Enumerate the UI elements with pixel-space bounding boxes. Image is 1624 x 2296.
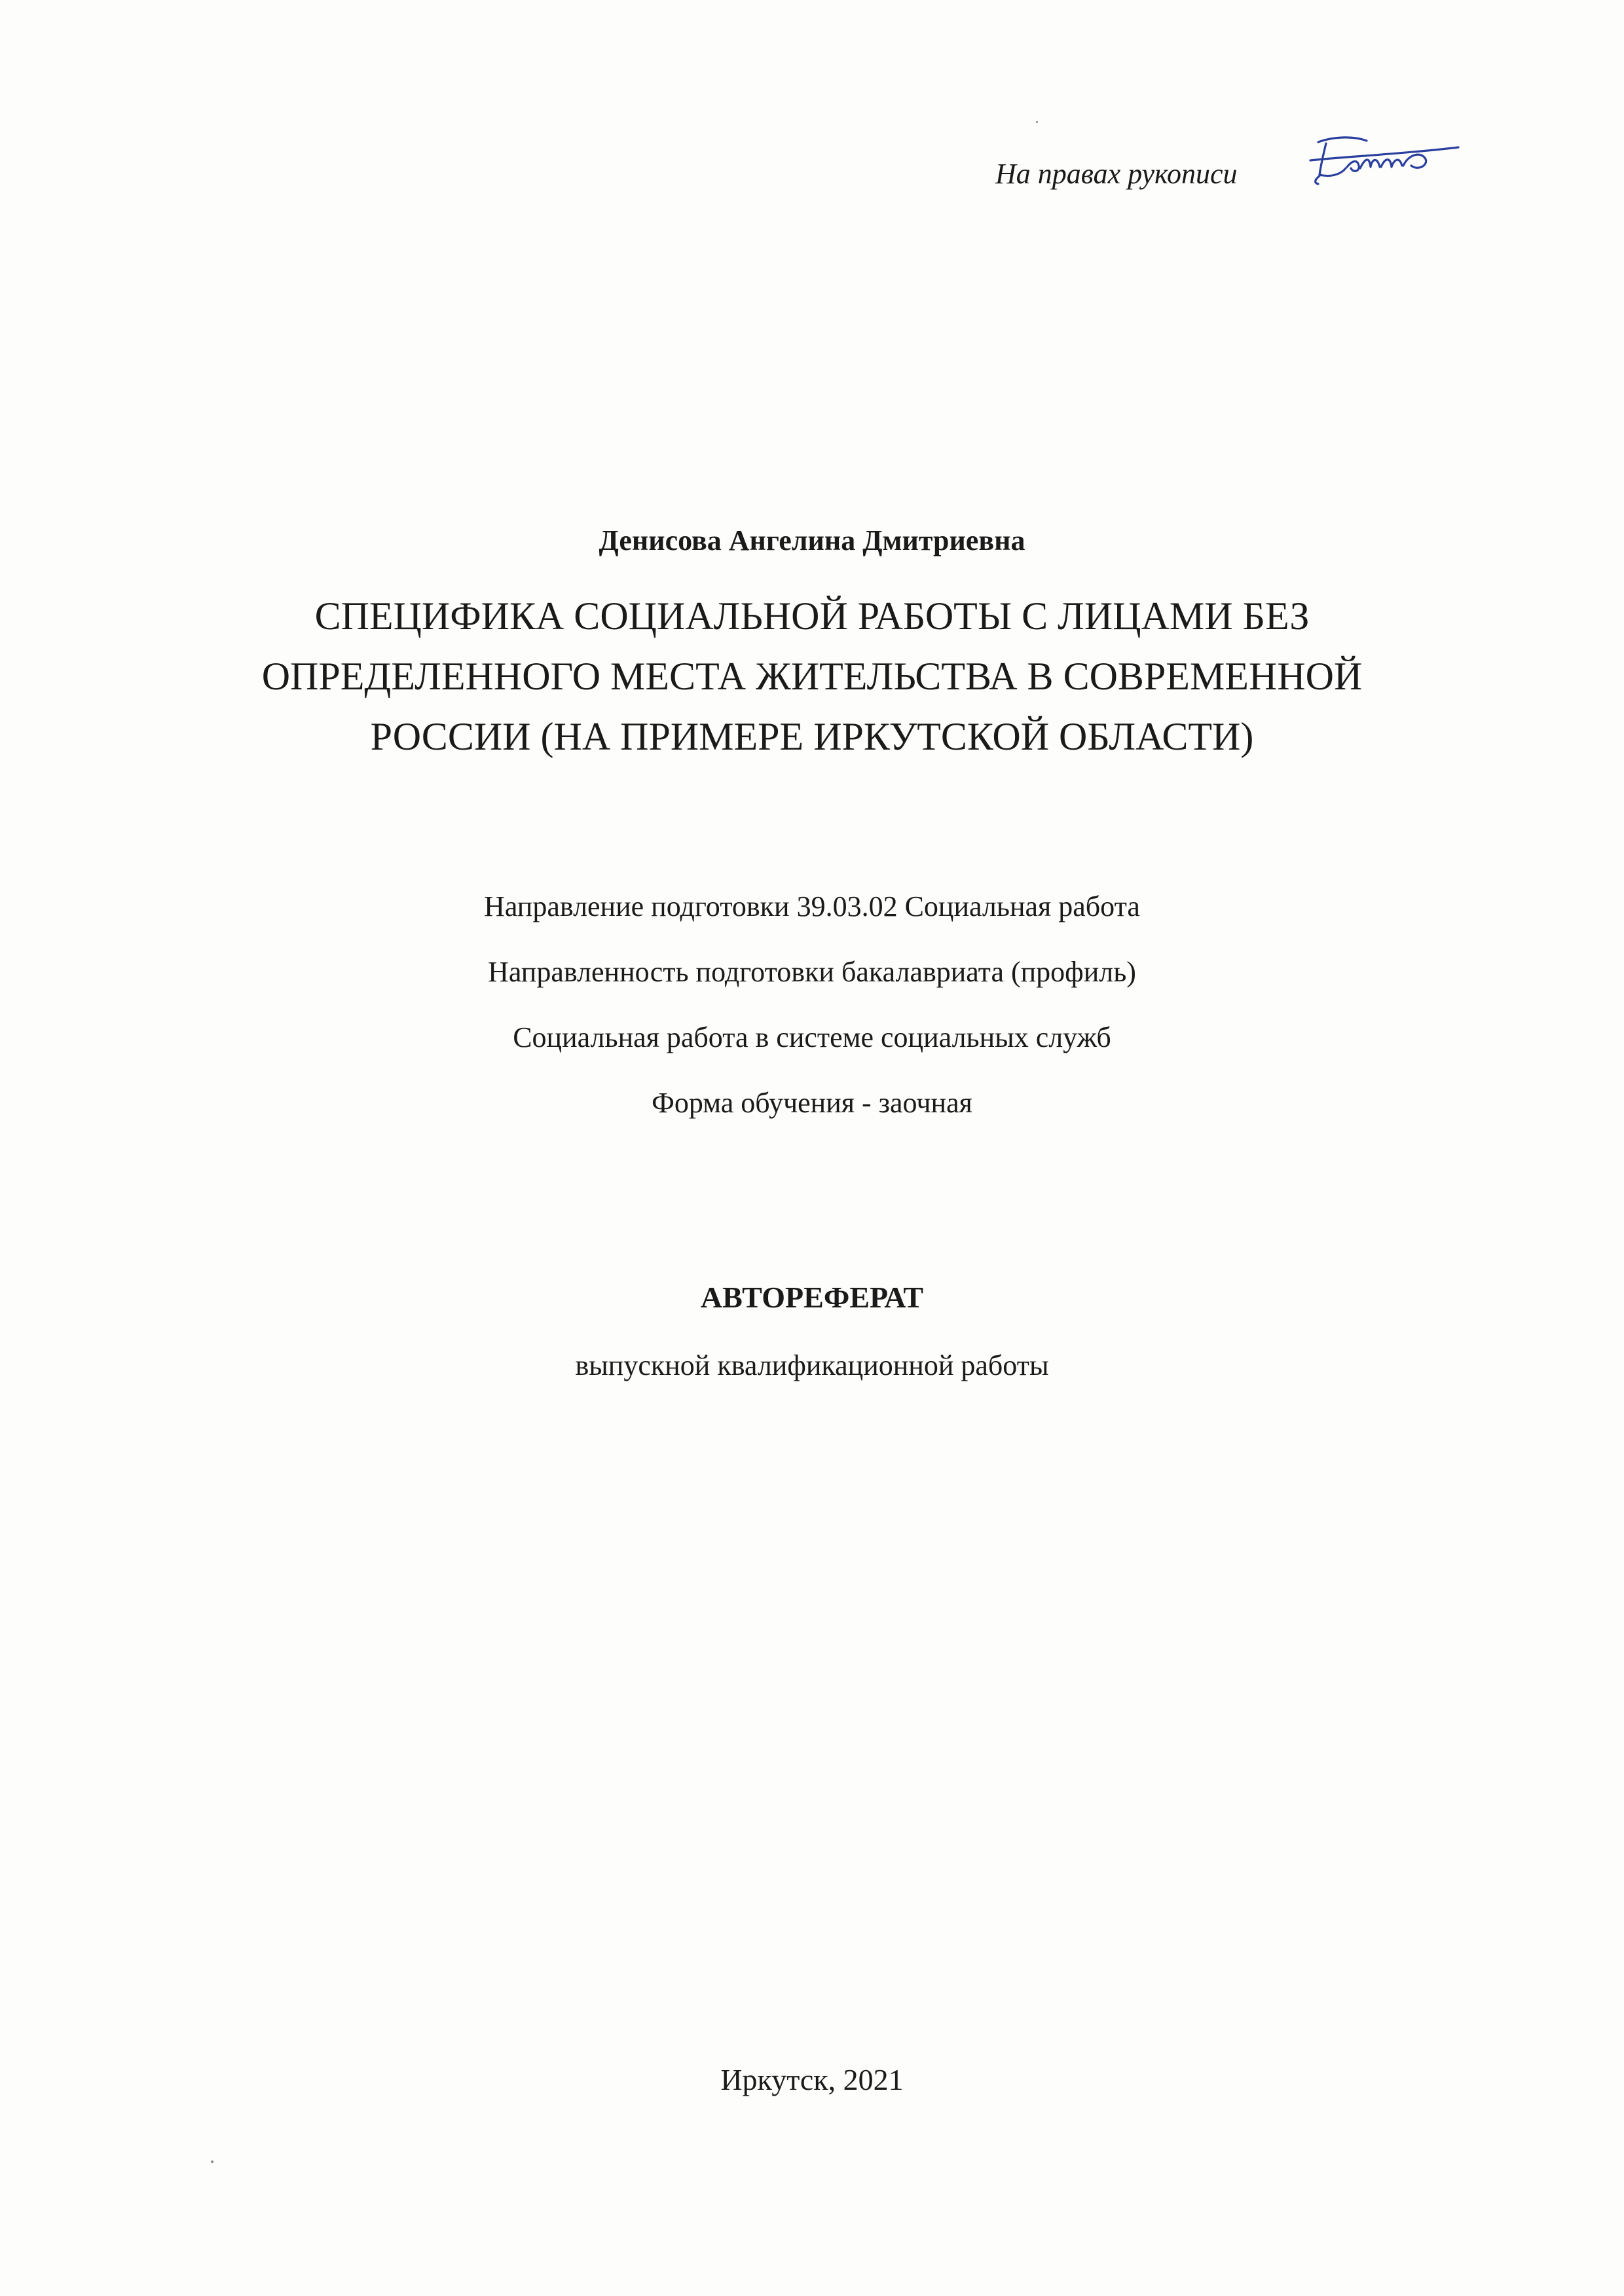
title-line: ОПРЕДЕЛЕННОГО МЕСТА ЖИТЕЛЬСТВА В СОВРЕМЕННОЙ <box>261 655 1363 698</box>
manuscript-rights-note: На правах рукописи <box>995 158 1238 190</box>
document-subtype: выпускной квалификационной работы <box>575 1349 1049 1381</box>
title-line: РОССИИ (НА ПРИМЕРЕ ИРКУТСКОЙ ОБЛАСТИ) <box>370 715 1254 758</box>
author-name: Денисова Ангелина Дмитриевна <box>599 524 1025 556</box>
study-direction: Направление подготовки 39.03.02 Социальная работа <box>484 890 1140 922</box>
document-type: АВТОРЕФЕРАТ <box>700 1281 924 1314</box>
title-line: СПЕЦИФИКА СОЦИАЛЬНОЙ РАБОТЫ С ЛИЦАМИ БЕЗ <box>314 594 1310 638</box>
scan-speck <box>1036 121 1038 123</box>
thesis-title <box>0 586 1624 767</box>
study-form: Форма обучения - заочная <box>652 1087 972 1119</box>
study-details <box>0 874 1624 1136</box>
study-focus: Направленность подготовки бакалавриата (профиль) <box>488 956 1136 988</box>
place-and-year: Иркутск, 2021 <box>720 2063 904 2096</box>
handwritten-signature <box>1306 128 1464 193</box>
scan-speck <box>211 2160 213 2163</box>
study-profile: Социальная работа в системе социальных служб <box>513 1021 1111 1053</box>
